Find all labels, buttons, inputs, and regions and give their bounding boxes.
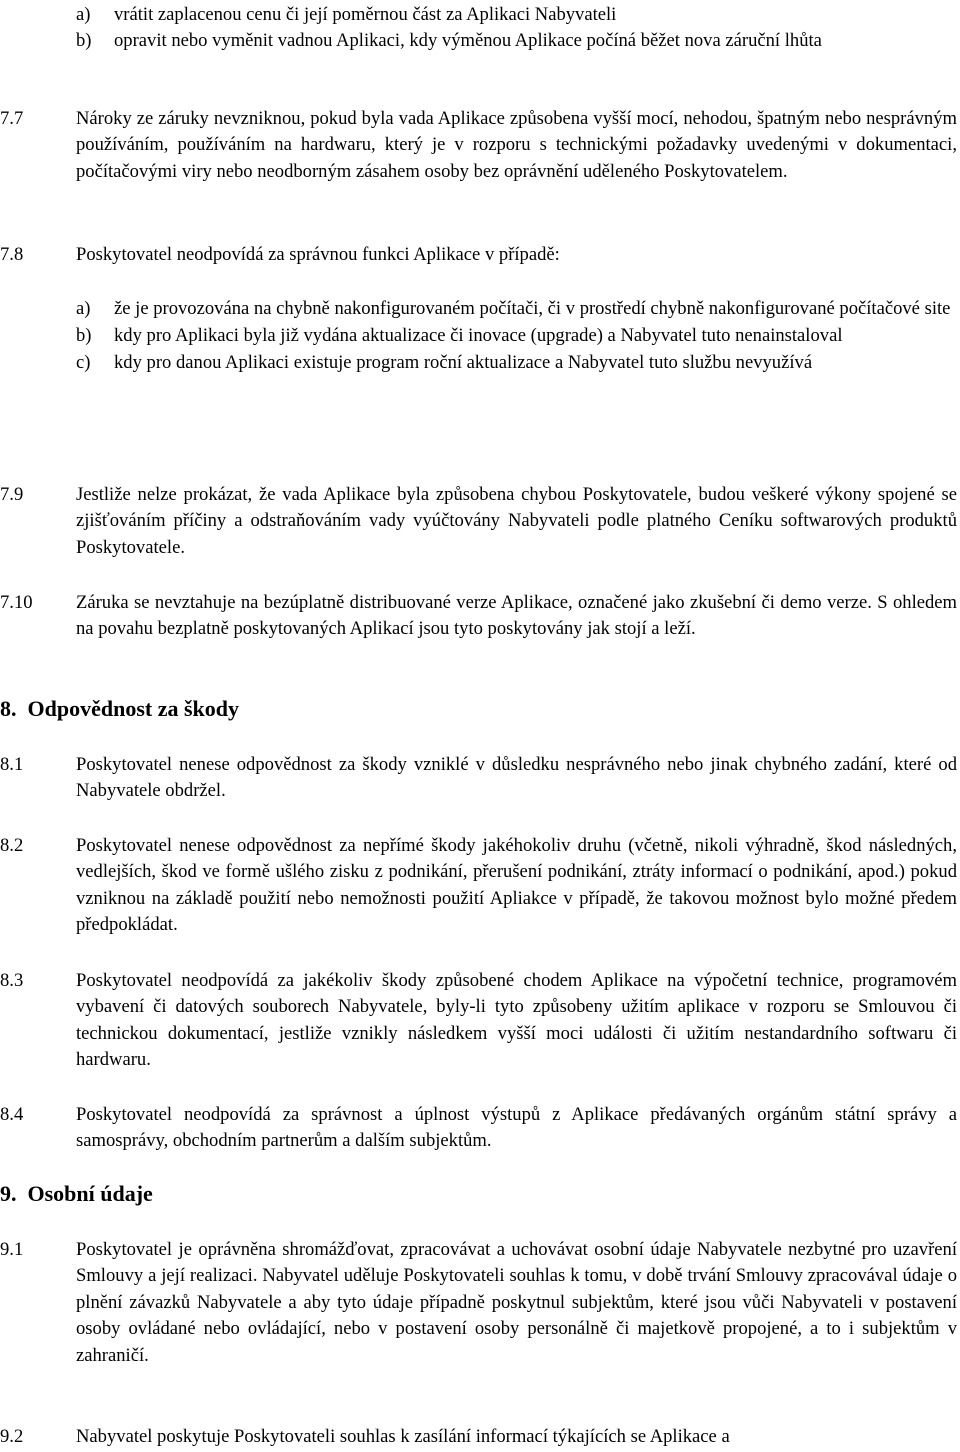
list-item	[76, 2, 957, 28]
section-text: Poskytovatel nenese odpovědnost za nepřímé škody jakéhokoliv druhu (včetně, nikoli výhradně, škod následných, vedlejších, škod ve formě ušlého zisku z podnikání, přerušení podnikání, ztráty informací o podnikání, apod.) pokud vzniknou na základě použití nebo nemožnosti použití Apliakce v případě, že takovou možnost bylo možné předem předpokládat.	[76, 835, 957, 936]
section-text: Poskytovatel neodpovídá za správnost a úplnost výstupů z Aplikace předávaných orgánům státní správy a samosprávy, obchodním partnerům a dalším subjektům.	[76, 1104, 957, 1152]
section-8-1	[0, 752, 960, 805]
list-text: kdy pro danou Aplikaci existuje program roční aktualizace a Nabyvatel tuto službu nevyužívá	[114, 351, 813, 373]
list-item	[76, 28, 957, 54]
list-letter: b)	[76, 30, 92, 52]
heading-number: 8.	[0, 696, 17, 721]
section-8-3	[0, 968, 960, 1074]
section-7-8	[0, 242, 960, 268]
list-text: vrátit zaplacenou cenu či její poměrnou část za Aplikaci Nabyvateli	[114, 4, 617, 25]
section-number: 9.1	[0, 1239, 24, 1260]
section-text: Nároky ze záruky nevzniknou, pokud byla vada Aplikace způsobena vyšší mocí, nehodou, špatným nebo nesprávným používáním, používáním na hardwaru, který je v rozporu s technickými požadavky uvedenými v dokumentaci, počítačovými viry nebo neodborným zásahem osoby bez oprávnění uděleného Poskytovatelem.	[76, 108, 957, 182]
section-8-4	[0, 1102, 960, 1155]
section-number: 8.3	[0, 970, 24, 991]
list-letter: a)	[76, 4, 91, 25]
section-9-1	[0, 1237, 960, 1369]
section-text: Nabyvatel poskytuje Poskytovateli souhlas k zasílání informací týkajících se Aplikace a	[76, 1426, 730, 1447]
section-7-7	[0, 106, 960, 185]
list-item	[76, 296, 957, 322]
section-number: 8.1	[0, 754, 24, 775]
list-text: kdy pro Aplikaci byla již vydána aktualizace či inovace (upgrade) a Nabyvatel tuto nenainstaloval	[114, 325, 843, 347]
list-item	[76, 350, 957, 376]
section-number: 7.8	[0, 244, 24, 265]
section-number: 7.7	[0, 108, 24, 129]
section-9-2	[0, 1424, 960, 1450]
section-text: Poskytovatel je oprávněna shromážďovat, zpracovávat a uchovávat osobní údaje Nabyvatele nezbytné pro uzavření Smlouvy a její realizaci. Nabyvatel uděluje Poskytovateli souhlas k tomu, v době trvání Smlouvy zpracovával údaje o plnění závazků Nabyvatele a aby tyto údaje případně poskytnul subjektům, které jsou vůči Nabyvateli v postavení osoby ovládané nebo ovládající, nebo v postavení osoby personálně či majetkově propojené, a to i subjektům v zahraničí.	[76, 1239, 957, 1366]
section-number: 8.2	[0, 835, 24, 856]
section-number: 9.2	[0, 1426, 24, 1447]
list-text: že je provozována na chybně nakonfigurovaném počítači, či v prostředí chybně nakonfigurované počítačové site	[114, 298, 951, 319]
section-text: Poskytovatel nenese odpovědnost za škody vzniklé v důsledku nesprávného nebo jinak chybného zadání, které od Nabyvatele obdržel.	[76, 754, 957, 802]
warranty-remedies-list	[0, 2, 960, 55]
heading-number: 9.	[0, 1181, 17, 1206]
list-item	[76, 323, 957, 349]
section-7-10	[0, 590, 960, 643]
heading-title: Odpovědnost za škody	[27, 696, 240, 721]
list-text: opravit nebo vyměnit vadnou Aplikaci, kdy výměnou Aplikace počíná běžet nova záruční lhůta	[114, 30, 822, 52]
section-heading-8	[0, 696, 239, 722]
section-text: Poskytovatel neodpovídá za správnou funkci Aplikace v případě:	[76, 244, 560, 265]
section-number: 7.9	[0, 484, 24, 505]
section-text: Poskytovatel neodpovídá za jakékoliv škody způsobené chodem Aplikace na výpočetní technice, programovém vybavení či datových souborech Nabyvatele, byly-li tyto způsobeny užitím aplikace v rozporu se Smlouvou či technickou dokumentací, jestliže vznikly následkem vyšší moci události či užitím nestandardního softwaru či hardwaru.	[76, 970, 957, 1071]
list-letter: a)	[76, 298, 91, 319]
section-text: Jestliže nelze prokázat, že vada Aplikace byla způsobena chybou Poskytovatele, budou veškeré výkony spojené se zjišťováním příčiny a odstraňováním vady vyúčtovány Nabyvateli podle platného Ceníku softwarových produktů Poskytovatele.	[76, 484, 957, 558]
section-8-2	[0, 833, 960, 939]
list-letter: c)	[76, 351, 91, 373]
section-number: 8.4	[0, 1104, 24, 1125]
heading-title: Osobní údaje	[27, 1181, 153, 1206]
section-text: Záruka se nevztahuje na bezúplatně distribuované verze Aplikace, označené jako zkušební či demo verze. S ohledem na povahu bezplatně poskytovaných Aplikací jsou tyto poskytovány jak stojí a leží.	[76, 592, 957, 640]
section-heading-9	[0, 1181, 153, 1207]
section-7-9	[0, 482, 960, 561]
section-7-8-list	[0, 296, 960, 376]
list-letter: b)	[76, 325, 92, 347]
section-number: 7.10	[0, 592, 33, 613]
